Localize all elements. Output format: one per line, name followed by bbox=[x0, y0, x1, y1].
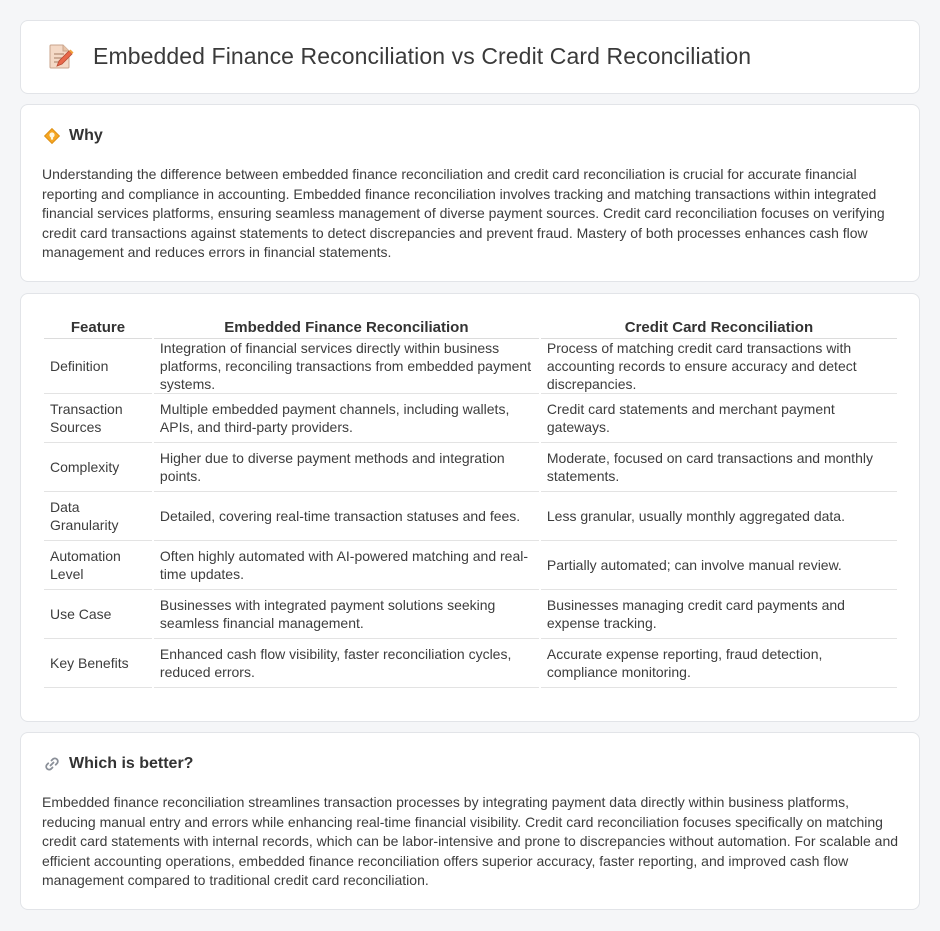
table-row bbox=[44, 541, 897, 590]
why-text: Understanding the difference between embedded finance reconciliation and credit card reconciliation is crucial for accurate financial reporting and compliance in accounting. Embedded finance reconciliation involves tracking and matching transactions within integrated financial services platforms, ensuring seamless management of diverse payment sources. Credit card reconciliation focuses on verifying credit card transactions against statements to detect discrepancies and prevent fraud. Mastery of both processes enhances cash flow management and reduces errors in financial statements. bbox=[42, 166, 885, 261]
feature-cell: Key Benefits bbox=[44, 639, 152, 688]
which-is-better-title: Which is better? bbox=[69, 755, 194, 772]
embedded-finance-cell: Integration of financial services directly within business platforms, reconciling transactions from embedded payment systems. bbox=[154, 339, 539, 394]
credit-card-cell: Less granular, usually monthly aggregated data. bbox=[541, 492, 897, 541]
comparison-card bbox=[20, 293, 920, 722]
feature-cell: Use Case bbox=[44, 590, 152, 639]
credit-card-cell: Partially automated; can involve manual review. bbox=[541, 541, 897, 590]
which-is-better-section bbox=[20, 732, 920, 910]
embedded-finance-cell: Detailed, covering real-time transaction statuses and fees. bbox=[154, 492, 539, 541]
title-card bbox=[20, 20, 920, 94]
table-row bbox=[44, 492, 897, 541]
embedded-finance-cell: Higher due to diverse payment methods and integration points. bbox=[154, 443, 539, 492]
credit-card-cell: Credit card statements and merchant payment gateways. bbox=[541, 394, 897, 443]
why-section bbox=[20, 104, 920, 282]
table-row bbox=[44, 394, 897, 443]
credit-card-cell: Moderate, focused on card transactions and monthly statements. bbox=[541, 443, 897, 492]
table-header-row bbox=[44, 316, 897, 339]
feature-cell: Automation Level bbox=[44, 541, 152, 590]
header-feature: Feature bbox=[44, 316, 152, 339]
embedded-finance-cell: Enhanced cash flow visibility, faster reconciliation cycles, reduced errors. bbox=[154, 639, 539, 688]
lightbulb-icon bbox=[43, 127, 61, 145]
header-embedded-finance: Embedded Finance Reconciliation bbox=[154, 316, 539, 339]
feature-cell: Transaction Sources bbox=[44, 394, 152, 443]
table-row bbox=[44, 443, 897, 492]
embedded-finance-cell: Multiple embedded payment channels, including wallets, APIs, and third-party providers. bbox=[154, 394, 539, 443]
comparison-table bbox=[42, 316, 899, 688]
which-is-better-text: Embedded finance reconciliation streamlines transaction processes by integrating payment data directly within business platforms, reducing manual entry and errors while enhancing real-time financial visibility. Credit card reconciliation focuses specifically on matching credit card statements with internal records, which can be labor-intensive and prone to discrepancies without automation. For scalable and efficient accounting operations, embedded finance reconciliation offers superior accuracy, faster reporting, and improved cash flow management compared to traditional credit card reconciliation. bbox=[42, 794, 899, 889]
table-row bbox=[44, 590, 897, 639]
feature-cell: Complexity bbox=[44, 443, 152, 492]
header-credit-card: Credit Card Reconciliation bbox=[541, 316, 897, 339]
credit-card-cell: Process of matching credit card transactions with accounting records to ensure accuracy and detect discrepancies. bbox=[541, 339, 897, 394]
page-title: Embedded Finance Reconciliation vs Credit Card Reconciliation bbox=[93, 42, 752, 69]
table-row bbox=[44, 339, 897, 394]
table-row bbox=[44, 639, 897, 688]
embedded-finance-cell: Often highly automated with AI-powered matching and real-time updates. bbox=[154, 541, 539, 590]
feature-cell: Data Granularity bbox=[44, 492, 152, 541]
feature-cell: Definition bbox=[44, 339, 152, 394]
credit-card-cell: Accurate expense reporting, fraud detection, compliance monitoring. bbox=[541, 639, 897, 688]
why-title: Why bbox=[69, 127, 103, 144]
link-icon bbox=[43, 755, 61, 773]
embedded-finance-cell: Businesses with integrated payment solutions seeking seamless financial management. bbox=[154, 590, 539, 639]
document-edit-icon bbox=[45, 41, 75, 71]
credit-card-cell: Businesses managing credit card payments and expense tracking. bbox=[541, 590, 897, 639]
